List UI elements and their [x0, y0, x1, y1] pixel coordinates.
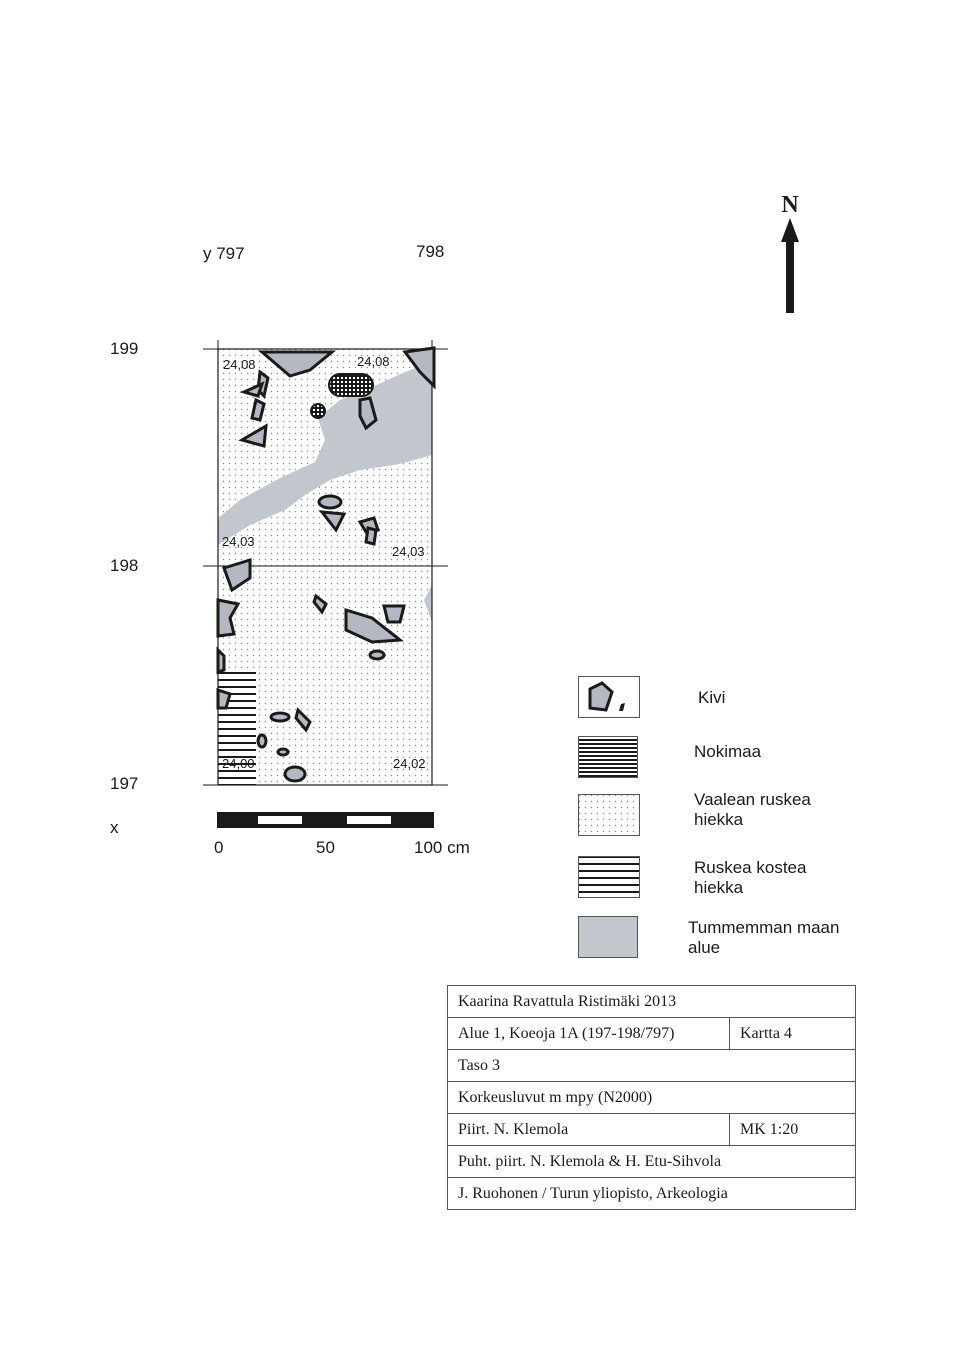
stone — [384, 606, 404, 622]
legend-label-soot: Nokimaa — [694, 742, 762, 761]
soot-spot — [311, 404, 325, 418]
legend-swatch-light-sand — [578, 794, 640, 836]
legend-label-stone: Kivi — [698, 688, 726, 707]
elevation-label: 24,02 — [393, 756, 426, 771]
scale-bar — [217, 812, 434, 828]
stone — [278, 749, 288, 755]
stone — [285, 767, 305, 781]
info-heights: Korkeusluvut m mpy (N2000) — [448, 1082, 856, 1114]
info-site: Kaarina Ravattula Ristimäki 2013 — [448, 986, 856, 1018]
stone — [366, 528, 376, 544]
info-map-number: Kartta 4 — [730, 1018, 856, 1050]
elevation-label: 24,00 — [222, 756, 255, 771]
y-coord-right: 798 — [416, 242, 445, 261]
y-coord-left: y 797 — [203, 244, 245, 263]
scale-tick-100: 100 cm — [414, 838, 470, 857]
x-coord-197: 197 — [110, 774, 139, 793]
soot-area — [329, 374, 373, 396]
stone — [252, 400, 264, 420]
x-coord-198: 198 — [110, 556, 139, 575]
stone — [271, 713, 289, 721]
map-info-table — [447, 985, 856, 1210]
legend-swatch-dark-soil — [578, 916, 638, 958]
legend-swatch-stone — [578, 676, 640, 718]
legend-label-light-sand: Vaalean ruskea hiekka — [694, 790, 811, 829]
info-area: Alue 1, Koeoja 1A (197-198/797) — [448, 1018, 730, 1050]
info-level: Taso 3 — [448, 1050, 856, 1082]
info-scale: MK 1:20 — [730, 1114, 856, 1146]
info-author: J. Ruohonen / Turun yliopisto, Arkeologia — [448, 1178, 856, 1210]
legend-swatch-moist-sand — [578, 856, 640, 898]
stone — [319, 496, 341, 508]
north-label: N — [781, 192, 799, 218]
scale-tick-0: 0 — [214, 838, 224, 857]
elevation-label: 24,03 — [222, 534, 255, 549]
info-drawn: Piirt. N. Klemola — [448, 1114, 730, 1146]
x-coord-199: 199 — [110, 339, 139, 358]
elevation-label: 24,08 — [223, 357, 256, 372]
x-axis-label: x — [110, 818, 119, 837]
legend-label-moist-sand: Ruskea kostea hiekka — [694, 858, 807, 897]
stone — [370, 651, 384, 659]
elevation-label: 24,03 — [392, 544, 425, 559]
stone — [258, 735, 266, 747]
legend-swatch-soot — [578, 736, 638, 778]
legend-label-dark-soil: Tummemman maan alue — [688, 918, 840, 957]
info-clean-drawn: Puht. piirt. N. Klemola & H. Etu-Sihvola — [448, 1146, 856, 1178]
elevation-label: 24,08 — [357, 354, 390, 369]
stone — [218, 650, 224, 672]
stone — [218, 690, 230, 708]
scale-tick-50: 50 — [316, 838, 335, 857]
